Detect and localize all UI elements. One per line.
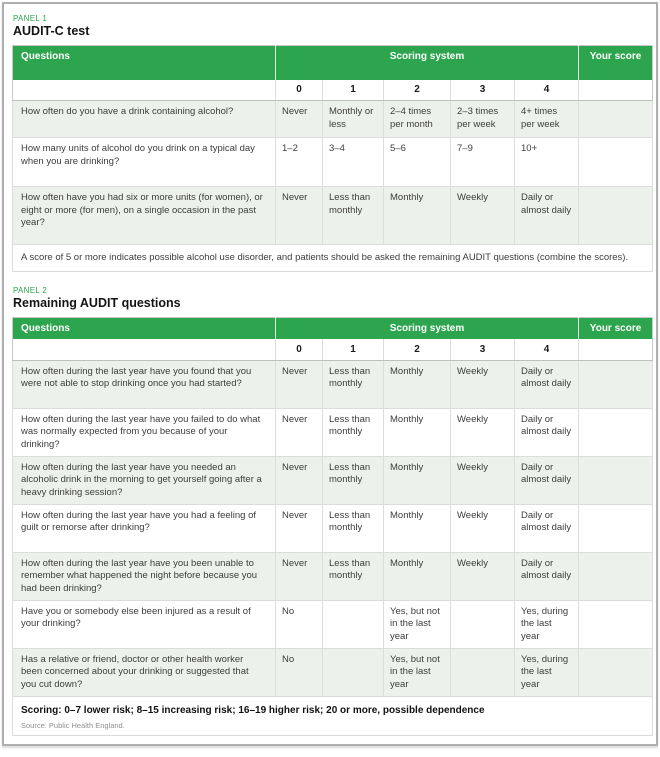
score-number-1: 1 — [323, 339, 384, 360]
your-score-cell — [579, 360, 653, 408]
score-cell — [451, 600, 515, 648]
scoring-system-header: Scoring system — [276, 318, 579, 340]
score-cell: Daily or almost daily — [515, 360, 579, 408]
score-cell: 2–4 times per month — [384, 101, 451, 138]
score-cell: Daily or almost daily — [515, 187, 579, 245]
score-cell: Weekly — [451, 456, 515, 504]
score-number-4: 4 — [515, 80, 579, 101]
your-score-cell — [579, 138, 653, 187]
score-cell: 2–3 times per week — [451, 101, 515, 138]
score-cell: Yes, during the last year — [515, 648, 579, 696]
source-note: Source: Public Health England. — [21, 720, 125, 730]
score-cell: 5–6 — [384, 138, 451, 187]
score-cell: Daily or almost daily — [515, 504, 579, 552]
score-cell: Daily or almost daily — [515, 552, 579, 600]
score-cell: Daily or almost daily — [515, 408, 579, 456]
score-cell: No — [276, 648, 323, 696]
question-cell: How often during the last year have you failed to do what was normally expected from you because of your drinking? — [13, 408, 276, 456]
table-row — [13, 600, 653, 648]
score-cell: Yes, during the last year — [515, 600, 579, 648]
score-number-4: 4 — [515, 339, 579, 360]
question-cell: How often during the last year have you found that you were not able to stop drinking once you had started? — [13, 360, 276, 408]
score-cell: Monthly — [384, 360, 451, 408]
score-cell: Less than monthly — [323, 504, 384, 552]
score-cell: Monthly — [384, 408, 451, 456]
score-cell: Weekly — [451, 408, 515, 456]
table-row — [13, 408, 653, 456]
green-header-row — [13, 46, 653, 80]
score-cell: Yes, but not in the last year — [384, 600, 451, 648]
your-score-cell — [579, 504, 653, 552]
score-cell — [323, 600, 384, 648]
score-number-0: 0 — [276, 339, 323, 360]
score-number-3: 3 — [451, 339, 515, 360]
score-cell — [323, 648, 384, 696]
panel1-note: A score of 5 or more indicates possible alcohol use disorder, and patients should be asked the remaining AUDIT questions (combine the scores). — [13, 245, 653, 272]
your-score-cell — [579, 456, 653, 504]
question-cell: How often during the last year have you been unable to remember what happened the night before because you had been drinking? — [13, 552, 276, 600]
score-number-1: 1 — [323, 80, 384, 101]
score-cell: No — [276, 600, 323, 648]
table-row — [13, 138, 653, 187]
score-cell: Weekly — [451, 187, 515, 245]
question-cell: How often during the last year have you needed an alcoholic drink in the morning to get yourself going after a heavy drinking session? — [13, 456, 276, 504]
note-row — [13, 245, 653, 272]
score-number-0: 0 — [276, 80, 323, 101]
audit-c-table — [12, 45, 653, 272]
document-frame — [2, 2, 658, 746]
score-cell: Less than monthly — [323, 456, 384, 504]
panel2-label: PANEL 2 — [13, 286, 48, 295]
score-cell: 4+ times per week — [515, 101, 579, 138]
your-score-cell — [579, 101, 653, 138]
table-row — [13, 552, 653, 600]
table-row — [13, 504, 653, 552]
question-cell: How often during the last year have you had a feeling of guilt or remorse after drinking? — [13, 504, 276, 552]
spacer-cell — [579, 339, 653, 360]
score-cell: Monthly — [384, 456, 451, 504]
question-cell: Have you or somebody else been injured as a result of your drinking? — [13, 600, 276, 648]
questions-header: Questions — [13, 46, 276, 80]
score-cell: Never — [276, 360, 323, 408]
question-cell: Has a relative or friend, doctor or other health worker been concerned about your drinking or suggested that you cut down? — [13, 648, 276, 696]
scoring-footer-row — [13, 696, 653, 735]
score-number-3: 3 — [451, 80, 515, 101]
score-number-2: 2 — [384, 339, 451, 360]
your-score-cell — [579, 552, 653, 600]
panel1-title: AUDIT-C test — [13, 24, 90, 38]
score-number-2: 2 — [384, 80, 451, 101]
score-cell: 3–4 — [323, 138, 384, 187]
panel1-label: PANEL 1 — [13, 14, 48, 23]
questions-header: Questions — [13, 318, 276, 340]
green-header-row — [13, 318, 653, 340]
your-score-cell — [579, 600, 653, 648]
question-cell: How often have you had six or more units (for women), or eight or more (for men), on a single occasion in the past year? — [13, 187, 276, 245]
score-cell: Less than monthly — [323, 552, 384, 600]
score-cell: Never — [276, 456, 323, 504]
score-cell: Weekly — [451, 552, 515, 600]
spacer-cell — [579, 80, 653, 101]
score-cell: Never — [276, 408, 323, 456]
table-row — [13, 101, 653, 138]
question-cell: How often do you have a drink containing alcohol? — [13, 101, 276, 138]
score-cell: Less than monthly — [323, 408, 384, 456]
table-row — [13, 187, 653, 245]
score-cell — [451, 648, 515, 696]
score-cell: Less than monthly — [323, 187, 384, 245]
score-numbers-row — [13, 339, 653, 360]
question-cell: How many units of alcohol do you drink on a typical day when you are drinking? — [13, 138, 276, 187]
score-cell: Never — [276, 552, 323, 600]
score-cell: Yes, but not in the last year — [384, 648, 451, 696]
scoring-system-header: Scoring system — [276, 46, 579, 80]
score-numbers-row — [13, 80, 653, 101]
your-score-cell — [579, 187, 653, 245]
score-cell: 7–9 — [451, 138, 515, 187]
score-cell: Monthly or less — [323, 101, 384, 138]
panel-2 — [12, 286, 648, 736]
table-row — [13, 456, 653, 504]
score-cell: Never — [276, 101, 323, 138]
spacer-cell — [13, 80, 276, 101]
table-row — [13, 360, 653, 408]
score-cell: Monthly — [384, 187, 451, 245]
score-cell: Monthly — [384, 504, 451, 552]
score-cell: Monthly — [384, 552, 451, 600]
score-cell: Never — [276, 504, 323, 552]
your-score-cell — [579, 648, 653, 696]
spacer-cell — [13, 339, 276, 360]
score-cell: Daily or almost daily — [515, 456, 579, 504]
score-cell: 10+ — [515, 138, 579, 187]
score-cell: Weekly — [451, 504, 515, 552]
score-cell: Weekly — [451, 360, 515, 408]
your-score-cell — [579, 408, 653, 456]
score-cell: 1–2 — [276, 138, 323, 187]
score-cell: Never — [276, 187, 323, 245]
table-row — [13, 648, 653, 696]
your-score-header: Your score — [579, 46, 653, 80]
remaining-audit-table — [12, 317, 653, 736]
scoring-summary: Scoring: 0–7 lower risk; 8–15 increasing risk; 16–19 higher risk; 20 or more, possible dependence — [21, 704, 485, 716]
panel-1 — [12, 14, 648, 272]
your-score-header: Your score — [579, 318, 653, 340]
score-cell: Less than monthly — [323, 360, 384, 408]
panel2-title: Remaining AUDIT questions — [13, 296, 181, 310]
